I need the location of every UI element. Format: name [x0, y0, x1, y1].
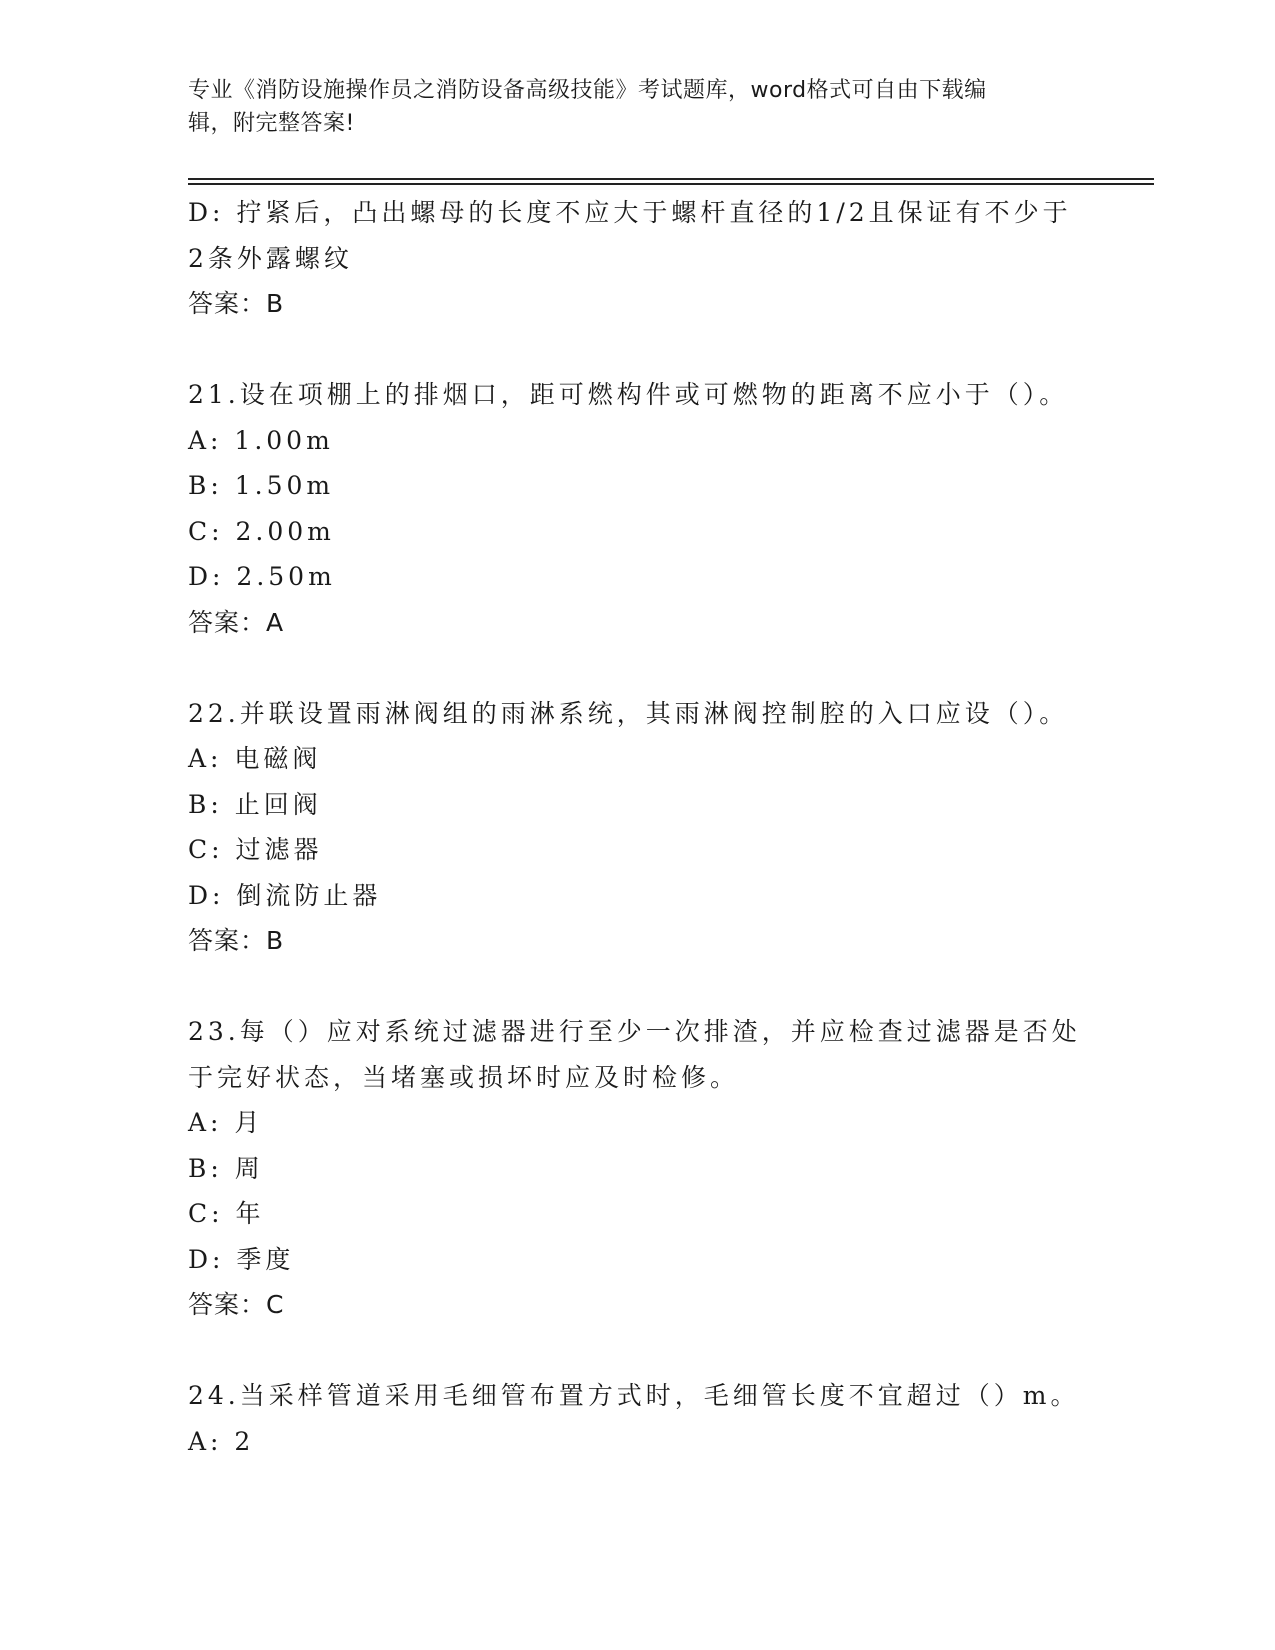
option-a: A: 电磁阀 [188, 744, 322, 773]
header-divider-top [188, 178, 1154, 180]
question-23 [188, 1009, 1088, 1328]
answer-line: 答案：C [188, 1290, 285, 1319]
answer-line: 答案：B [188, 926, 285, 955]
header-line-1: 专业《消防设施操作员之消防设备高级技能》考试题库，word格式可自由下载编 [188, 78, 987, 103]
option-d: D: 2.50m [188, 562, 336, 591]
question-24 [188, 1373, 1088, 1464]
question-stem-line-2: 于完好状态，当堵塞或损坏时应及时检修。 [188, 1062, 740, 1092]
header-line-2: 辑，附完整答案! [188, 111, 355, 136]
question-21 [188, 372, 1088, 645]
question-22 [188, 691, 1088, 964]
option-b: B: 周 [188, 1153, 264, 1183]
option-c: C: 2.00m [188, 516, 335, 546]
option-d: D: 季度 [188, 1244, 295, 1274]
spacer [188, 645, 1088, 691]
option-d-line-1: D: 拧紧后，凸出螺母的长度不应大于螺杆直径的1/2且保证有不少于 [188, 198, 1072, 227]
option-a: A: 1.00m [188, 425, 334, 455]
question-stem: 24.当采样管道采用毛细管布置方式时，毛细管长度不宜超过（）m。 [188, 1381, 1080, 1410]
option-b: B: 1.50m [188, 471, 335, 500]
document-header [188, 74, 1078, 140]
option-c: C: 过滤器 [188, 835, 323, 864]
header-divider-bottom [188, 183, 1154, 185]
question-stem-line-1: 23.每（）应对系统过滤器进行至少一次排渣，并应检查过滤器是否处 [188, 1017, 1081, 1046]
option-a: A: 月 [188, 1108, 264, 1137]
answer-line: 答案：A [188, 607, 285, 637]
question-stem: 22.并联设置雨淋阀组的雨淋系统，其雨淋阀控制腔的入口应设（）。 [188, 698, 1069, 728]
question-stem: 21.设在项棚上的排烟口，距可燃构件或可燃物的距离不应小于（）。 [188, 380, 1069, 409]
option-c: C: 年 [188, 1199, 265, 1228]
option-d-line-2: 2条外露螺纹 [188, 243, 353, 273]
spacer [188, 964, 1088, 1010]
question-list [188, 190, 1088, 1464]
spacer [188, 327, 1088, 373]
option-a: A: 2 [188, 1426, 255, 1456]
answer-line: 答案：B [188, 289, 285, 318]
spacer [188, 1328, 1088, 1374]
option-d: D: 倒流防止器 [188, 880, 382, 910]
option-b: B: 止回阀 [188, 789, 322, 819]
prev-question-tail [188, 190, 1088, 327]
